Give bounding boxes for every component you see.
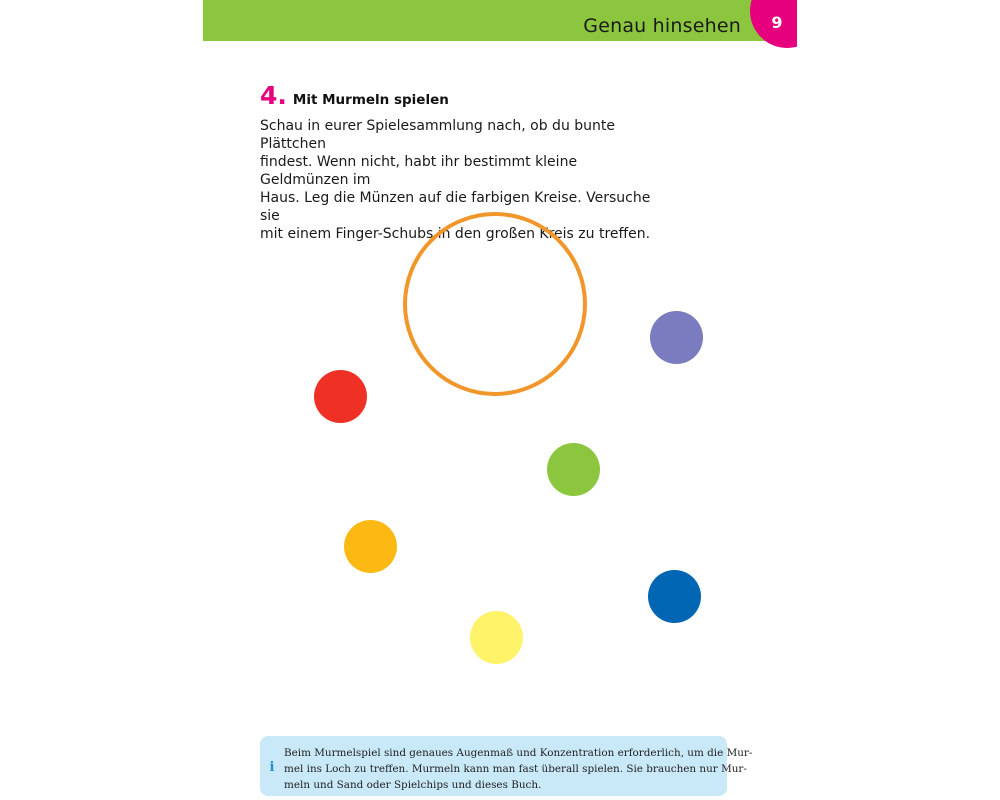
task-number: 4. (260, 81, 287, 110)
target-circle (403, 212, 587, 396)
orange-dot[interactable] (344, 520, 397, 573)
book-page (203, 0, 797, 800)
info-line: Beim Murmelspiel sind genaues Augenmaß und Konzentration erforderlich, um die Mur- (284, 747, 753, 759)
yellow-dot[interactable] (470, 611, 523, 664)
page-number: 9 (771, 13, 783, 32)
instruction-line: Schau in eurer Spielesammlung nach, ob du bunte Plättchen (260, 118, 615, 152)
blue-dot[interactable] (648, 570, 701, 623)
task-title: Mit Murmeln spielen (292, 92, 449, 108)
info-box (260, 736, 753, 796)
chapter-title: Genau hinsehen (583, 15, 741, 37)
purple-dot[interactable] (650, 311, 703, 364)
red-dot[interactable] (314, 370, 367, 423)
info-icon: i (269, 760, 275, 775)
info-text (284, 745, 753, 793)
info-line: mel ins Loch zu treffen. Murmeln kann man fast überall spielen. Sie brauchen nur Mur- (284, 763, 747, 775)
green-dot[interactable] (547, 443, 600, 496)
info-line: meln und Sand oder Spielchips und dieses Buch. (284, 779, 542, 791)
task-heading (260, 83, 449, 108)
instruction-line: findest. Wenn nicht, habt ihr bestimmt kleine Geldmünzen im (260, 154, 578, 188)
instruction-line: mit einem Finger-Schubs in den großen Kreis zu treffen. (260, 226, 651, 242)
instruction-line: Haus. Leg die Münzen auf die farbigen Kreise. Versuche sie (260, 190, 651, 224)
